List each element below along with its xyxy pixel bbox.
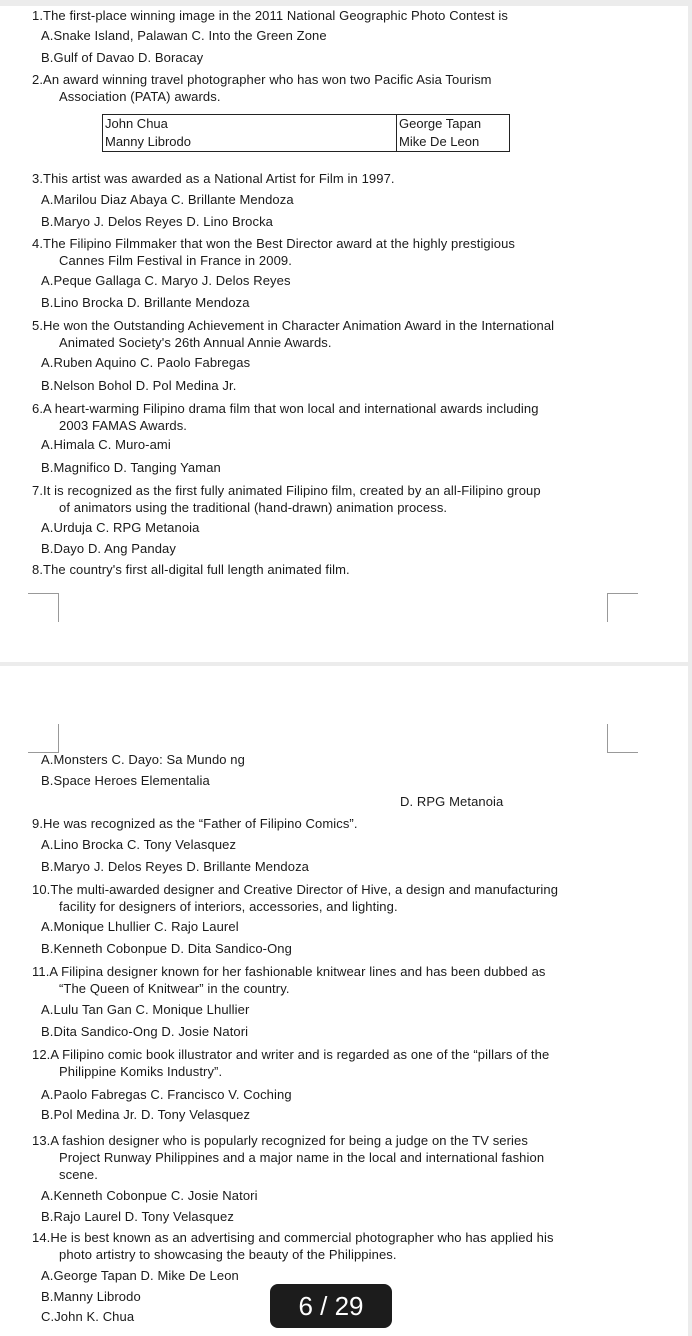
question-12-text: 12.A Filipino comic book illustrator and writer and is regarded as one of the “pillars of the [32, 1047, 550, 1062]
question-13-text-cont: Project Runway Philippines and a major name in the local and international fashion [59, 1150, 545, 1165]
question-9-options-ac: A.Lino Brocka C. Tony Velasquez [41, 837, 237, 852]
question-12-options-ac: A.Paolo Fabregas C. Francisco V. Coching [41, 1087, 292, 1102]
question-13-options-ac: A.Kenneth Cobonpue C. Josie Natori [41, 1188, 258, 1203]
question-10-text: 10.The multi-awarded designer and Creative Director of Hive, a design and manufacturing [32, 882, 559, 897]
question-12-options-bd: B.Pol Medina Jr. D. Tony Velasquez [41, 1107, 251, 1122]
question-14-text-cont: photo artistry to showcasing the beauty of the Philippines. [59, 1247, 397, 1262]
question-8-text: 8.The country's first all-digital full length animated film. [32, 562, 350, 577]
question-14-option-b: B.Manny Librodo [41, 1289, 141, 1304]
question-6-options-ac: A.Himala C. Muro-ami [41, 437, 171, 452]
page-corner-mark [607, 593, 638, 622]
table-cell: Manny Librodo [105, 134, 191, 149]
question-2-options-table [102, 114, 510, 152]
question-5-options-ac: A.Ruben Aquino C. Paolo Fabregas [41, 355, 251, 370]
question-1-options-ac: A.Snake Island, Palawan C. Into the Green Zone [41, 28, 327, 43]
question-13-options-bd: B.Rajo Laurel D. Tony Velasquez [41, 1209, 234, 1224]
question-11-options-ac: A.Lulu Tan Gan C. Monique Lhullier [41, 1002, 250, 1017]
table-row [103, 115, 510, 134]
question-14-text: 14.He is best known as an advertising and commercial photographer who has applied his [32, 1230, 554, 1245]
document-page-1 [0, 6, 688, 662]
question-7-text-cont: of animators using the traditional (hand-drawn) animation process. [59, 500, 448, 515]
question-8-options-ac: A.Monsters C. Dayo: Sa Mundo ng [41, 752, 245, 767]
question-6-text-cont: 2003 FAMAS Awards. [59, 418, 188, 433]
table-cell: John Chua [105, 116, 168, 131]
question-11-text: 11.A Filipina designer known for her fashionable knitwear lines and has been dubbed as [32, 964, 546, 979]
question-2-text-cont: Association (PATA) awards. [59, 89, 221, 104]
question-4-text: 4.The Filipino Filmmaker that won the Best Director award at the highly prestigious [32, 236, 516, 251]
question-7-options-ac: A.Urduja C. RPG Metanoia [41, 520, 200, 535]
question-3-options-bd: B.Maryo J. Delos Reyes D. Lino Brocka [41, 214, 274, 229]
question-7-options-bd: B.Dayo D. Ang Panday [41, 541, 176, 556]
question-4-text-cont: Cannes Film Festival in France in 2009. [59, 253, 292, 268]
table-row [103, 133, 510, 152]
question-1-options-bd: B.Gulf of Davao D. Boracay [41, 50, 204, 65]
question-2-text: 2.An award winning travel photographer who has won two Pacific Asia Tourism [32, 72, 492, 87]
question-3-text: 3.This artist was awarded as a National Artist for Film in 1997. [32, 171, 395, 186]
question-7-text: 7.It is recognized as the first fully animated Filipino film, created by an all-Filipino group [32, 483, 541, 498]
question-4-options-bd: B.Lino Brocka D. Brillante Mendoza [41, 295, 250, 310]
question-1-text: 1.The first-place winning image in the 2011 National Geographic Photo Contest is [32, 8, 509, 23]
question-8-option-d: D. RPG Metanoia [400, 794, 504, 809]
page-corner-mark [28, 724, 59, 753]
page-indicator: 6 / 29 [270, 1284, 392, 1328]
question-10-text-cont: facility for designers of interiors, accessories, and lighting. [59, 899, 398, 914]
question-14-options-ad: A.George Tapan D. Mike De Leon [41, 1268, 239, 1283]
question-14-option-c: C.John K. Chua [41, 1309, 135, 1324]
question-5-text-cont: Animated Society's 26th Annual Annie Awards. [59, 335, 332, 350]
table-cell: George Tapan [397, 115, 510, 134]
question-13-text: 13.A fashion designer who is popularly recognized for being a judge on the TV series [32, 1133, 528, 1148]
question-11-text-cont: “The Queen of Knitwear” in the country. [59, 981, 290, 996]
question-3-options-ac: A.Marilou Diaz Abaya C. Brillante Mendoza [41, 192, 294, 207]
question-6-options-bd: B.Magnifico D. Tanging Yaman [41, 460, 221, 475]
question-10-options-ac: A.Monique Lhullier C. Rajo Laurel [41, 919, 239, 934]
question-5-options-bd: B.Nelson Bohol D. Pol Medina Jr. [41, 378, 237, 393]
question-10-options-bd: B.Kenneth Cobonpue D. Dita Sandico-Ong [41, 941, 292, 956]
question-12-text-cont: Philippine Komiks Industry”. [59, 1064, 223, 1079]
page-corner-mark [28, 593, 59, 622]
question-4-options-ac: A.Peque Gallaga C. Maryo J. Delos Reyes [41, 273, 291, 288]
question-9-text: 9.He was recognized as the “Father of Filipino Comics”. [32, 816, 358, 831]
question-13-text-cont-2: scene. [59, 1167, 98, 1182]
table-cell: Mike De Leon [397, 133, 510, 152]
page-corner-mark [607, 724, 638, 753]
document-page-2 [0, 666, 688, 1336]
question-11-options-bd: B.Dita Sandico-Ong D. Josie Natori [41, 1024, 249, 1039]
question-9-options-bd: B.Maryo J. Delos Reyes D. Brillante Mendoza [41, 859, 310, 874]
question-5-text: 5.He won the Outstanding Achievement in Character Animation Award in the International [32, 318, 555, 333]
question-8-options-b: B.Space Heroes Elementalia [41, 773, 210, 788]
question-6-text: 6.A heart-warming Filipino drama film that won local and international awards including [32, 401, 539, 416]
